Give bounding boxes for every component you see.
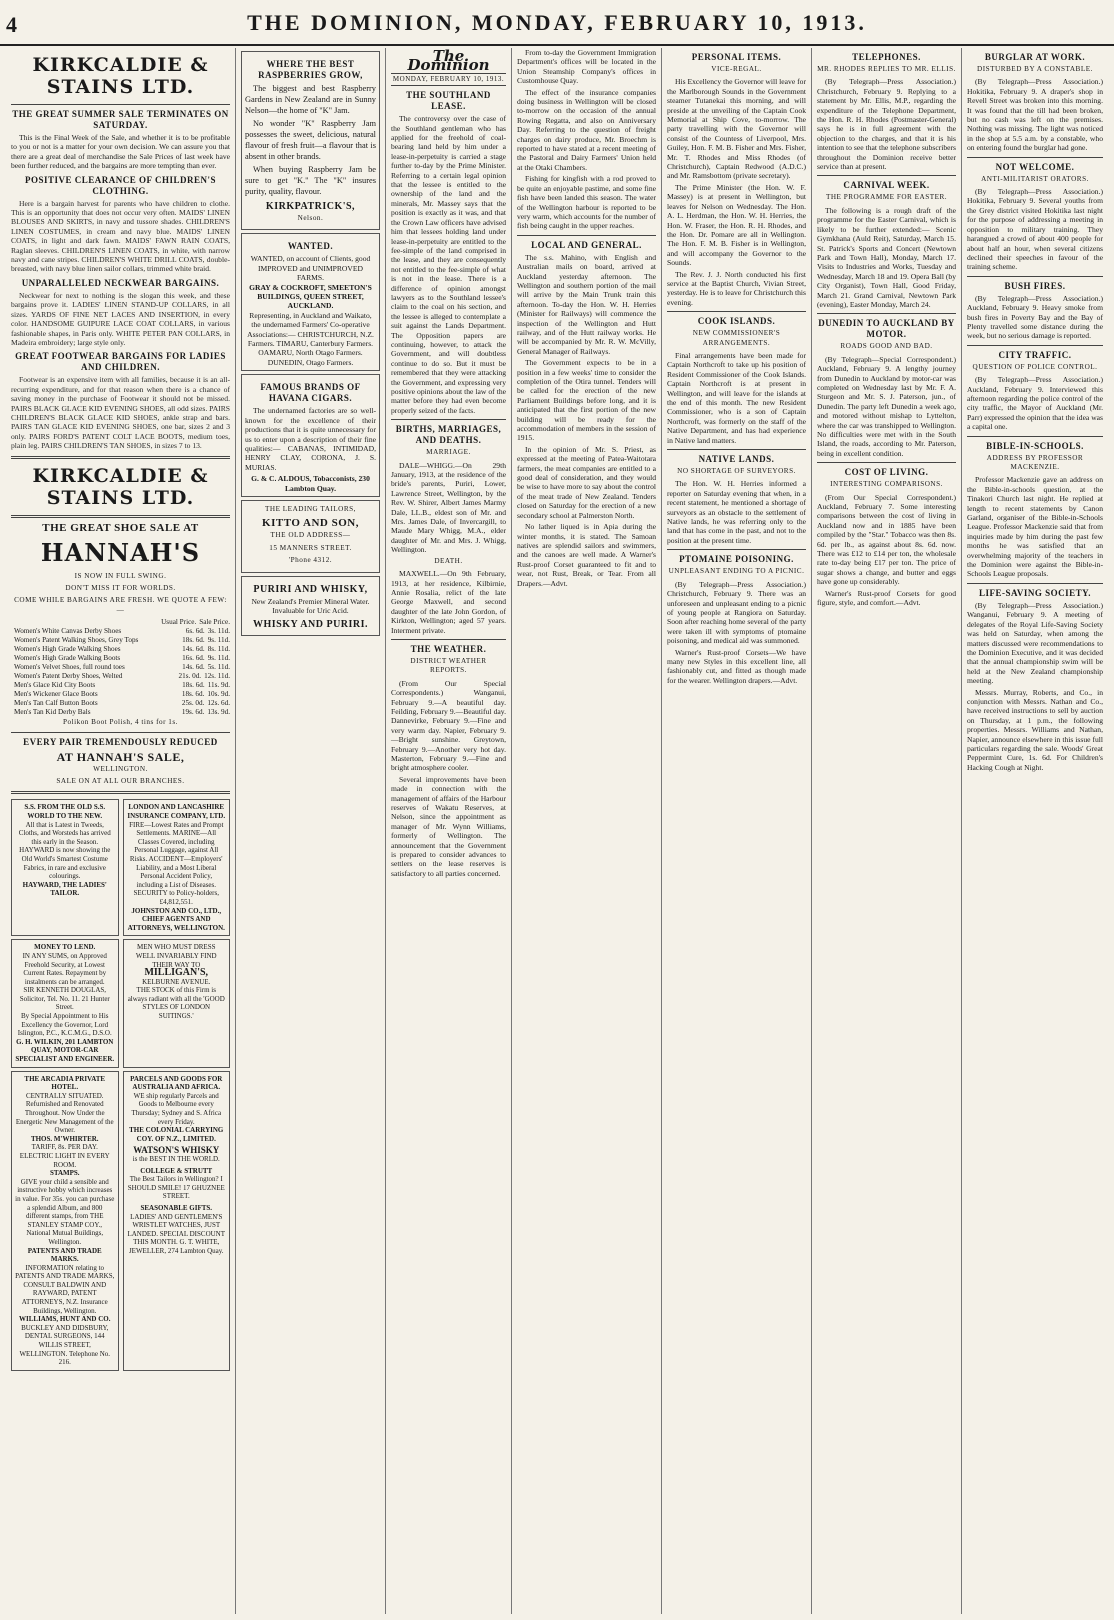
sale-price: 9s. 11d. (207, 636, 230, 645)
wharf-text: Fishing for kingfish with a rod proved to be quite an enjoyable pastime, and some fine fish have been landed this season. The water of the Wellington harbour is reported to be very warm, which accounts for the number of fish being caught in the upper reaches. (517, 174, 656, 231)
death-heading: DEATH. (434, 556, 463, 565)
weather-sub: DISTRICT WEATHER REPORTS. (410, 656, 487, 675)
sale-price: 5s. 11d. (207, 663, 230, 672)
weather-text: (From Our Special Correspondents.) Wanganui, February 9.—A beautiful day. Feilding, February 9.—Beautiful day. Dannevirke, February 9.—Fine and very warm day. Napier, February 9.—Bright sunshine. Greytown, February 9.—Another very hot day. Masterton, February 9.—Fine and bright atmosphere cooler. (391, 678, 506, 773)
welcome-text: (By Telegraph—Press Association.) Hokitika, February 9. Several youths from the Grey district visited Hokitika last night for the purpose of addressing a meeting in opposition to military training. They harangued a crowd of about 400 people for about half an hour, when several citizens declined their speeches in favour of the training scheme. (967, 187, 1103, 272)
london-insurance-ad (123, 799, 231, 936)
milligans-ad (123, 939, 231, 1067)
at-hannahs-sale: AT HANNAH'S SALE, (56, 749, 185, 764)
usual-price: 18s. 6d. (182, 636, 205, 645)
personal-heading: PERSONAL ITEMS. (691, 52, 782, 62)
local-text-2: The Government expects to be in a position in a few weeks' time to consider the completion of the Otira tunnel. Tenders will be called for the erection of the new Parliament Buildings before long, and it is anticipated that the first portion of the new building will be ready for the accommodation of members in the session of 1915. (517, 358, 656, 443)
best-in-world: is the BEST IN THE WORLD. (132, 1154, 220, 1163)
sale-price: 12s. 6d. (207, 699, 230, 708)
seasonable-text: LADIES' AND GENTLEMEN'S WRISTLET WATCHES, JUST LANDED. SPECIAL DISCOUNT THIS MONTH. G. T. WHITE, JEWELLER, 274 Lambton Quay. (127, 1212, 226, 1255)
cost-heading: COST OF LIVING. (844, 467, 929, 478)
money-lend-ad (11, 939, 119, 1067)
aldous: G. & C. ALDOUS, Tobacconists, 230 Lambton Quay. (251, 474, 370, 493)
shoe-price-row (11, 708, 230, 717)
arcadia-title: THE ARCADIA PRIVATE HOTEL. (24, 1074, 106, 1092)
shoe-item: Men's Wickener Glace Boots (14, 690, 98, 699)
bible-sub: ADDRESS BY PROFESSOR MACKENZIE. (986, 453, 1084, 471)
appointment: By Special Appointment to His Excellency the Governor, Lord Islington, P.C., K.C.M.G., D.S.O. (17, 1012, 112, 1038)
college-text: The Best Tailors in Wellington? I SHOULD SMILE! 17 GHUZNEE STREET. (127, 1175, 225, 1201)
ss-sub: WORLD TO THE NEW. (27, 812, 103, 820)
milligans: MILLIGAN'S, (144, 967, 209, 979)
shoe-price-header: Usual Price. Sale Price. (161, 618, 230, 627)
london-title: LONDON AND LANCASHIRE INSURANCE COMPANY, LTD. (127, 803, 226, 820)
shoe-item: Men's Tan Calf Button Boots (14, 699, 98, 708)
college-strutt: COLLEGE & STRUTT (140, 1166, 213, 1175)
havana-heading: FAMOUS BRANDS OF HAVANA CIGARS. (260, 382, 361, 404)
buckley: BUCKLEY AND DIDSBURY, DENTAL SURGEONS, 144 WILLIS STREET, WELLINGTON. Telephone No. 216. (19, 1323, 111, 1367)
havana-ad (241, 374, 380, 497)
whisky-and-puriri: WHISKY AND PURIRI. (252, 619, 369, 631)
shoe-item: Women's Velvet Shoes, full round toes (14, 663, 125, 672)
footwear-text: Footwear is an expensive item with all families, because it is an all-recurring expenditure, and for that reason when there is a chance of saving money in the purchase of Footwear it should not be missed. PAIRS BLACK GLACE KID EVENING SHOES, all odd sizes. PAIRS CHILDREN'S BLACK GLACE KID SHOES, ankle strap and bars. PAIRS TAN GLACE KID EVENING SHOES, one bar, sizes 2 and 3 only. PAIRS FORD'S PATENT COLT LACE BOOTS, medium toes, plain leg. PAIRS CHILDREN'S TAN SHOES, in sizes 7 to 13. (11, 375, 230, 451)
column-7 (962, 48, 1108, 1614)
usual-price: 14s. 6d. (182, 663, 205, 672)
telephones-sub: MR. RHODES REPLIES TO MR. ELLIS. (817, 65, 956, 73)
patents-title: PATENTS AND TRADE MARKS. (27, 1246, 102, 1264)
shoe-price-list (11, 618, 230, 717)
carnival-text: The following is a rough draft of the programme for the Easter Carnival, which is likely to be further extended:— Scenic Gymkhana (Auld Reit), Saturday, March 15. St. Patrick's Sports and Concert (Newtown Park and Town Hall), Monday, March 17. Visits to Industries and Works, Tuesday and Wednesday, March 18 and 19. Opera Ball (by City Organist), Town Hall, Good Friday, March 21. Grand Carnival, Newtown Park (evening), Easter Monday, March 24. (817, 205, 956, 309)
marriage-heading: MARRIAGE. (426, 448, 471, 457)
sale-price: 9s. 11d. (207, 654, 230, 663)
ads-row-1 (11, 799, 230, 936)
traffic-heading: CITY TRAFFIC. (998, 349, 1072, 360)
ads-row-3 (11, 1071, 230, 1371)
local-heading: LOCAL AND GENERAL. (531, 239, 642, 250)
ss-title: S.S. FROM THE OLD S.S. (24, 803, 106, 812)
shoe-price-row (11, 636, 230, 645)
carnival-heading: CARNIVAL WEEK. (843, 180, 930, 191)
immigration-text: From to-day the Government Immigration Department's offices will be located in the Union Steamship Company's offices in Customhouse Quay. (517, 48, 656, 86)
wanted-text: WANTED, on account of Clients, good IMPROVED and UNIMPROVED FARMS. (250, 254, 371, 283)
shoe-price-row (11, 627, 230, 636)
hayward-ad (11, 799, 119, 936)
kirkpatricks: KIRKPATRICK'S, (265, 201, 356, 212)
tariff: TARIFF, 8s. PER DAY. ELECTRIC LIGHT IN EVERY ROOM. (19, 1143, 110, 1169)
all-branches: SALE ON AT ALL OUR BRANCHES. (56, 777, 185, 785)
neckwear-heading: UNPARALLELED NECKWEAR BARGAINS. (21, 277, 220, 288)
shoe-item: Women's Patent Derby Shoes, Welted (14, 672, 123, 681)
shoe-item: Women's Patent Walking Shoes, Grey Tops (14, 636, 139, 645)
cost-text: (From Our Special Correspondent.) Auckland, February 7. Some interesting comparisons between the cost of living in Auckland now and in 1885 have been compiled by the "Star." Tobacco was then 8s. 6d. per lb., as against about 8s. 6d. now. There was £12 to £14 per ton, the wholesale rate to-day being £17 per ton. The price of sugar shows a change, and butter and eggs have gone up considerably. (817, 492, 956, 587)
personal-text: His Excellency the Governor will leave for the Marlborough Sounds in the Government steamer Tutanekai this morning, and will preside at the unveiling of the Captain Cook Memorial at Ship Cove, to-morrow. The party travelling with the Governor will consist of the Countess of Liverpool, Mrs. Guiley, Hon. F. M. B. Fisher and Mrs. Fisher, Mr. T. Rhodes and Miss Rhodes (of Christchurch), Captain Redwood (A.D.C.) and Mr. Ramsbottom (private secretary). (667, 77, 806, 181)
shoe-price-row (11, 645, 230, 654)
local-text: The s.s. Mahino, with English and Australian mails on board, arrived at Auckland yesterday afternoon. The Wellington and southern portion of the mail will arrive by the Main Trunk train this afternoon. To-day the Hon. W. H. Herries (Minister for Railways) will commence the inspection of the Wellington and Hutt railway, and of the Hutt railway works. He will be accompanied by Mr. R. W. McVilly, General Manager of Railways. (517, 252, 656, 356)
watsons-whisky: WATSON'S WHISKY (133, 1145, 220, 1156)
kennedy-solicitor: SIR KENNETH DOUGLAS, Solicitor, Tel. No. 11. 21 Hunter Street. (19, 986, 110, 1012)
nelson: Nelson. (297, 214, 324, 222)
summer-sale-heading: THE GREAT SUMMER SALE TERMINATES ON SATURDAY. (12, 109, 229, 130)
parcels-title: PARCELS AND GOODS FOR AUSTRALIA AND AFRICA. (130, 1074, 223, 1092)
summer-sale-intro: This is the Final Week of the Sale, and whether it is to be profitable to you or not is a matter for your own decision. We can assure you that there are a great deal of merchandise the Sale Prices of last week have been further reduced, and the bargains are more tempting than ever. (11, 133, 230, 171)
column-3 (386, 48, 512, 1614)
column-4 (512, 48, 662, 1614)
shoe-item: Men's Tan Kid Derby Bals (14, 708, 91, 717)
money-text: IN ANY SUMS, on Approved Freehold Security, at Lowest Current Rates. Repayment by instalments can be arranged. (22, 951, 107, 986)
no-wonder-text: No wonder "K" Raspberry Jam possesses the sweet, delicious, natural flavour of fresh fruit—a flavour that is absent in other brands. (245, 119, 376, 161)
columns (6, 48, 1108, 1614)
parcels-text: WE ship regularly Parcels and Goods to Melbourne every Thursday; Sydney and S. Africa every Friday. (131, 1091, 222, 1126)
shoe-item: Women's High Grade Walking Boots (14, 654, 121, 663)
hannahs-title: HANNAH'S (40, 537, 201, 567)
carrying-company: THE COLONIAL CARRYING COY. OF N.Z., LIMITED. (129, 1126, 224, 1143)
bible-text: Professor Mackenzie gave an address on the Bible-in-schools question, at the Tinakori Church last night. He replied at length to recent statements by Canon Garland, organiser of the Bible-in-Schools League. Professor Mackenzie said that from inquiries made by him during the past few months he was satisfied that an overwhelming majority of the teachers in the Dominion were against the Bible-in-Schools League proposals. (967, 475, 1103, 579)
kirkcaldie-title-2: KIRKCALDIE & STAINS LTD. (32, 464, 209, 509)
wanted-ad (241, 233, 380, 371)
rev-text: The Rev. J. J. North conducted his first service at the Baptist Church, Vivian Street, yesterday. He is to leave for Christchurch this evening. (667, 269, 806, 307)
when-buying-text: When buying Raspberry Jam be sure to get "K." The "K" insures purity, quality, flavour. (245, 165, 376, 196)
footwear-heading: GREAT FOOTWEAR BARGAINS FOR LADIES AND CHILDREN. (15, 351, 226, 373)
manners-street: 15 MANNERS STREET. (269, 543, 352, 552)
patents-text: INFORMATION relating to PATENTS AND TRADE MARKS, CONSULT BALDWIN AND RAYWARD, PATENT ATTORNEYS, N.Z. Insurance Buildings, Wellington. (15, 1263, 115, 1315)
shoe-item: Women's White Canvas Derby Shoes (14, 627, 122, 636)
sale-price: 8s. 11d. (207, 645, 230, 654)
money-title: MONEY TO LEND. (34, 943, 96, 952)
local-text-3: In the opinion of Mr. S. Priest, as expressed at the meeting of Patea-Waitotara farmers, the meat companies are entitled to a good deal of consideration, and they would be wise to have more to say about the control of the meat trade of New Zealand. Tenders closed on Saturday for the erection of a new secondary school at Palmerston North. (517, 444, 656, 520)
bible-heading: BIBLE-IN-SCHOOLS. (986, 440, 1084, 451)
column-1 (6, 48, 236, 1614)
ptomaine-heading: PTOMAINE POISONING. (679, 554, 794, 565)
old-address: THE OLD ADDRESS— (270, 531, 351, 540)
traffic-text: (By Telegraph—Press Association.) Auckland, February 9. Interviewed this afternoon regarding the police control of the city traffic, the Mayor of Auckland (Mr. Parr) expressed the opinion that the idea was a capital one. (967, 375, 1104, 432)
cook-sub: NEW COMMISSIONER'S ARRANGEMENTS. (692, 329, 781, 347)
ptomaine-sub: UNPLEASANT ENDING TO A PICNIC. (668, 567, 805, 576)
death-text: MAXWELL.—On 9th February, 1913, at her residence, Kilbirnie, Annie Rosalia, relict of the late George Maxwell, and second daughter of the late John Gordon, of Kirkton, Wellington; aged 57 years. Interment private. (391, 569, 506, 635)
kelburne: KELBURNE AVENUE. (142, 977, 211, 986)
wilkin: G. H. WILKIN, 201 LAMBTON QUAY, MOTOR-CAR SPECIALIST AND ENGINEER. (15, 1037, 115, 1064)
polish-note: Polikon Boot Polish, 4 tins for 1s. (63, 718, 178, 727)
mwhirter: THOS. M'WHIRTER. (30, 1134, 99, 1143)
auction-advt: Messrs. Murray, Roberts, and Co., in conjunction with Messrs. Nathan and Co., have received instructions to sell by auction on Thursday, at 1 p.m., the following properties. Messrs. Williams and Nathan, Napier, announce elsewhere in this issue full particulars regarding the sale. Woods' Great Peppermint Cure, 1s. 6d. For Children's Hacking Cough at Night. (967, 687, 1103, 772)
hannahs-wellington: WELLINGTON. (93, 764, 148, 773)
shoe-price-row (11, 681, 230, 690)
seasonable-gifts: SEASONABLE GIFTS. (140, 1203, 213, 1212)
children-heading: POSITIVE CLEARANCE OF CHILDREN'S CLOTHING. (25, 174, 216, 196)
shoe-price-row (11, 690, 230, 699)
sale-price: 3s. 11d. (207, 627, 230, 636)
welcome-heading: NOT WELCOME. (995, 161, 1075, 172)
dunedin-heading: DUNEDIN TO AUCKLAND BY MOTOR. (818, 318, 955, 340)
corset-advt: Warner's Rust-proof Corsets—We have many new Styles in this excellent line, all fashionably cut, and fitted as though made for the wearer. Wellington drapers.—Advt. (667, 647, 806, 685)
leading-tailors: THE LEADING TAILORS, (265, 504, 356, 513)
births-heading: BIRTHS, MARRIAGES, AND DEATHS. (395, 424, 502, 446)
london-text: FIRE—Lowest Rates and Prompt Settlements. MARINE—All Classes Covered, including Personal Luggage, against All Risks. ACCIDENT—Employers' Liability, and a Most Liberal Personal Accident Policy, including a List of Diseases. SECURITY to Policy-holders, £4,812,551. (129, 820, 224, 906)
dunedin-sub: ROADS GOOD AND BAD. (840, 342, 933, 351)
hayward-name: HAYWARD, THE LADIES' TAILOR. (22, 880, 107, 898)
shoe-price-row (11, 654, 230, 663)
warner-advt: Warner's Rust-proof Corsets for good figure, style, and comfort.—Advt. (817, 588, 956, 608)
full-swing: IS NOW IN FULL SWING. (74, 571, 167, 580)
men-who: MEN WHO MUST DRESS WELL INVARIABLY FIND THEIR WAY TO (135, 943, 217, 969)
traffic-sub: QUESTION OF POLICE CONTROL. (972, 362, 1098, 371)
usual-price: 14s. 6d. (182, 645, 205, 654)
puriri-ad (241, 576, 380, 637)
newspaper-title: THE DOMINION, MONDAY, FEBRUARY 10, 1913. (247, 10, 867, 35)
arcadia-text: CENTRALLY SITUATED. Refurnished and Renovated Throughout. Now Under the Energetic New Management of the Owner. (15, 1091, 114, 1135)
sale-price: 13s. 9d. (207, 708, 230, 717)
dunedin-text: (By Telegraph—Special Correspondent.) Auckland, February 9. A lengthy journey from Dunedin to Auckland by motor-car was completed on Wednesday last by Mr. F. A. Sturgeon and Mr. S. J. Paterson, jun., of Dunedin. The party left Dunedin a week ago, and motored without mishap to Lyttelton, where the car was transhipped to Wellington. No difficulties were met with in the South Island, the roads, according to Mr. Paterson, being in excellent condition. (817, 354, 956, 458)
children-text: Here is a bargain harvest for parents who have children to clothe. This is an opportunity that does not occur very often. MAIDS' LINEN BLOUSES AND SKIRTS, in navy and tussore shades. CHILDREN'S LINEN COSTUMES, in cream and navy blue. MAIDS' LINEN COATS, in light and dark fawn. MAIDS' FAWN RAIN COATS, Raglan sleeves. CHILDREN'S LINEN COATS, in white, with narrow navy and cane stripes. CHILDREN'S WHITE DRILL COATS, double-breasted, with navy blue linen sailor collars, trimmed white braid. (11, 198, 230, 274)
kitto-ad (241, 500, 380, 573)
cook-heading: COOK ISLANDS. (697, 316, 776, 327)
bush-heading: BUSH FIRES. (1004, 280, 1066, 291)
dont-miss: DON'T MISS IT FOR WORLDS. (65, 583, 176, 592)
burglar-sub: DISTURBED BY A CONSTABLE. (977, 65, 1093, 73)
burglar-text: (By Telegraph—Press Association.) Hokitika, February 9. A draper's shop in Revell Street was broken into this morning. It was found that the till had been broken, but no cash was left on the premises. Nothing was missing. The light was noticed in the shop at 5.5 a.m. by a constable, who on entering found the burglar had gone. (967, 77, 1103, 153)
lifesaving-heading: LIFE-SAVING SOCIETY. (978, 587, 1092, 598)
marriage-text: DALE—WHIGG.—On 29th January, 1913, at the residence of the bride's parents, Puriri, Lower, Lawrence Street, Wellington, by the Rev. W. Shirer, Albert James Marmy Dale, LL.B., eldest son of Mr. and Mrs. James Dale, of Invercargill, to Maude Mary Whigg, M.A., elder daughter of Mr. and Mrs. J. Whigg, Wellington. (391, 460, 506, 555)
kirkcaldie-title: KIRKCALDIE & STAINS LTD. (32, 54, 209, 98)
neckwear-text: Neckwear for next to nothing is the slogan this week, and these bargains prove it. LADIES' LINEN STAND-UP COLLARS, in all sizes. YARDS OF FINE NET LACES AND INSERTION, in every color. HANDSOME GUIPURE LACE COAT COLLARS, in various fashionable shapes, in Paris only. WHITE PETER PAN COLLARS, in Madeira embroidery; large style only. (11, 290, 230, 347)
native-text: The Hon. W. H. Herries informed a reporter on Saturday evening that when, in a recent statement, he mentioned a shortage of surveyors as an obstacle to the settlement of Native lands, he was referring only to the land that has come in the past, and not to the position at the present time. (667, 479, 806, 545)
carnival-sub: THE PROGRAMME FOR EASTER. (825, 193, 948, 202)
rasp-text: The biggest and best Raspberry Gardens in New Zealand are in Sunny Nelson—the home of "K" Jam. (245, 84, 376, 115)
pm-text: The Prime Minister (the Hon. W. F. Massey) is at present in Wellington, but leaves for Nelson on Wednesday. The Hon. A. L. Herdman, the Hon. W. H. Herries, the Hon. W. Fraser, the Hon. R. H. Rhodes, and the Hon. Dr. Pomare are all in Wellington. The Hon. F. M. B. Fisher is in Wellington, and will accompany the Governor to the Sounds. (667, 182, 806, 268)
usual-price: 6s. 6d. (185, 627, 205, 636)
sale-price: 12s. 11d. (204, 672, 230, 681)
usual-price: 18s. 6d. (182, 681, 205, 690)
cost-sub: INTERESTING COMPARISONS. (830, 480, 943, 489)
southland-heading: THE SOUTHLAND LEASE. (406, 90, 491, 112)
havana-text: The undernamed factories are so well-known for the excellence of their productions that it is quite unnecessary for us to enter upon a description of their fine qualities:— CABANAS, INTIMIDAD, HENRY CLAY, CORONA, J. S. MURIAS. (245, 406, 376, 472)
bush-text: (By Telegraph—Press Association.) Auckland, February 9. Heavy smoke from bush fires in Poverty Bay and the Bay of Plenty travelled some distance during the week, but no serious damage is reported. (967, 293, 1103, 341)
column-2 (236, 48, 386, 1614)
shoe-price-row (11, 672, 230, 681)
ptomaine-text: (By Telegraph—Press Association.) Christchurch, February 9. There was an unforeseen and unpleasant ending to a picnic of young people at Rangiora on Saturday. Soon after reaching home several of the party were taken ill with symptoms of ptomaine poisoning, and medical aid was summoned. (667, 579, 806, 646)
usual-price: 19s. 6d. (181, 708, 205, 717)
usual-price: 16s. 6d. (182, 654, 205, 663)
column-6 (812, 48, 962, 1614)
k-jam-ad (241, 51, 380, 230)
weather-more: Several improvements have been made in connection with the management of affairs of the Harbour reserves of Wakatu Reserves, at Nelson, since the appointment as manager of Mr. Wynn Williams, formerly of Wellington. The announcement that the Government is prepared to consider advances to settlers on the lease reserves is satisfactory to all parties concerned. (391, 774, 506, 878)
puriri-text: New Zealand's Premier Mineral Water. Invaluable for Uric Acid. (251, 596, 370, 615)
page-number: 4 (6, 12, 17, 37)
burglar-heading: BURGLAR AT WORK. (984, 52, 1086, 62)
sale-price: 10s. 9d. (207, 690, 230, 699)
kitto-phone: 'Phone 4312. (288, 556, 333, 565)
ads-row-2 (11, 939, 230, 1067)
shoe-item: Men's Glace Kid City Boots (14, 681, 96, 690)
native-heading: NATIVE LANDS. (698, 454, 775, 465)
viceregal-heading: VICE-REGAL. (711, 65, 762, 73)
parcels-ad (123, 1071, 231, 1371)
usual-price: 21s. 0d. (178, 672, 202, 681)
telephones-text: (By Telegraph—Press Association.) Christchurch, February 9. Replying to a statement by Mr. Ellis, M.P., regarding the expenditure of the Telephone Department, the Hon. R. H. Rhodes (Postmaster-General) says he is in full agreement with the objection to the charges, and that it is his intention to see that the telephone subscribers throughout the Dominion receive better service than at present. (817, 77, 956, 172)
williams-hunt: WILLIAMS, HUNT AND CO. (19, 1315, 111, 1324)
weather-heading: THE WEATHER. (410, 643, 487, 654)
come-while: COME WHILE BARGAINS ARE FRESH. WE QUOTE A FEW:— (14, 596, 227, 614)
cook-text: Final arrangements have been made for Captain Northcroft to take up his position of Resident Commissioner of the Cook Islands. Captain Northcroft is at present in Wellington, and will leave for the islands at the end of this month. The new Resident Commissioner, who is a son of Captain Northcroft, was formerly on the staff of the Native Department, and has had experience in Native land matters. (667, 350, 806, 445)
editorial-dateline: MONDAY, FEBRUARY 10, 1913. (391, 73, 506, 86)
shoe-item: Women's High Grade Walking Shoes (14, 645, 121, 654)
puriri-heading: PURIRI AND WHISKY, (253, 583, 368, 595)
local-text-4: No lather liqued is in Apia during the winter months, it is stated. The Samoan natives are splendid sailors and swimmers, and the canoes are well made. A Warner's Rust-proof Corset guaranteed to fit and to wear, not Rust, Break, or Tear. From all Drapers.—Advt. (517, 522, 656, 588)
sale-price: 11s. 9d. (207, 681, 230, 690)
wanted-heading: WANTED. (287, 241, 334, 252)
native-sub: NO SHORTAGE OF SURVEYORS. (677, 467, 796, 476)
stamps-text: GIVE your child a sensible and instructive hobby which increases in value. For 35s. you can purchase a splendid Album, and 800 different stamps, from THE STANLEY STAMP COY., National Mutual Buildings, Wellington. (15, 1177, 115, 1246)
telephones-heading: TELEPHONES. (852, 52, 921, 62)
stamps-title: STAMPS. (49, 1169, 80, 1178)
welcome-sub: ANTI-MILITARIST ORATORS. (981, 174, 1089, 183)
arcadia-ad (11, 1071, 119, 1371)
freight-text: The effect of the insurance companies doing business in Wellington will be closed to-morrow on the occasion of the annual Rowing Regatta, and also on Anniversary Day. Referring to the question of freight charges on dairy produce, Mr. Broechm is reported to have stated at a recent meeting of the Pastoral and Dairy Farmers' Union held at the Otaki Chambers. (517, 87, 656, 172)
raspberries-heading: WHERE THE BEST RASPBERRIES GROW, (258, 59, 363, 80)
gray-text: Representing, in Auckland and Waikato, the undernamed Farmers' Co-operative Associations:— CHRISTCHURCH, N.Z. Farmers. TIMARU, Canterbury Farmers. OAMARU, North Otago Farmers. DUNEDIN, Otago Farmers. (247, 310, 374, 367)
usual-price: 25s. 0d. (181, 699, 205, 708)
masthead (0, 0, 1114, 46)
kitto-and-son: KITTO AND SON, (262, 517, 359, 530)
shoe-price-row (11, 663, 230, 672)
shoe-sale-heading: THE GREAT SHOE SALE AT (42, 521, 199, 534)
stock-text: THE STOCK of this Firm is always radiant with all the 'GOOD STYLES OF LONDON SUITINGS.' (127, 986, 225, 1021)
gray-cockroft: GRAY & COCKROFT, SMEETON'S BUILDINGS, QUEEN STREET, AUCKLAND. (249, 282, 372, 311)
johnston-agents: JOHNSTON AND CO., LTD., CHIEF AGENTS AND ATTORNEYS, WELLINGTON. (127, 906, 225, 932)
column-5 (662, 48, 812, 1614)
dominion-flag: The Dominion (407, 48, 490, 75)
usual-price: 18s. 6d. (181, 690, 205, 699)
every-pair: EVERY PAIR TREMENDOUSLY REDUCED (23, 736, 218, 747)
ss-text: All that is Latest in Tweeds, Cloths, and Worsteds has arrived this early in the Season. HAYWARD is now showing the Old World's Smartest Costume Fabrics, in rare and exclusive colourings. (18, 820, 111, 881)
lifesaving-text: (By Telegraph—Press Association.) Wanganui, February 9. A meeting of delegates of the Royal Life-Saving Society was held on Saturday, when among the matters discussed were recommendations to the Dominion Executive, and it was decided that the annual championship swim will be held at the New Zealand championship meeting. (967, 600, 1103, 686)
shoe-price-row (11, 699, 230, 708)
southland-text: The controversy over the case of the Southland gentleman who has applied for the freehold of coal-bearing land held by him under a lease-in-perpetuity is carried a stage further to-day by the Prime Minister. Referring to a certain legal opinion that the lessee is entitled to the ownership of the land and the minerals, Mr. Massey says that the position is exactly as it was, and that the Crown Law officers have advised him that lessees holding land under lease-in-perpetuity are entitled to the fee-simple of the land comprised in the lease, and they are consequently not entitled to the fee-simple of what is not in the lease. There is a difference of opinion amongst lawyers as to the Southland lessee's claim to the coal on his section, and the lessee is alleged to contemplate a suit against the Lands Department. The Opposition papers are continuing, however, to attack the Government, and will doubtless continue to do so. But it must be remembered that they were attacking the Government, and expressing very positive opinions about the law of the matter before they had even become properly seized of the facts. (391, 114, 506, 415)
